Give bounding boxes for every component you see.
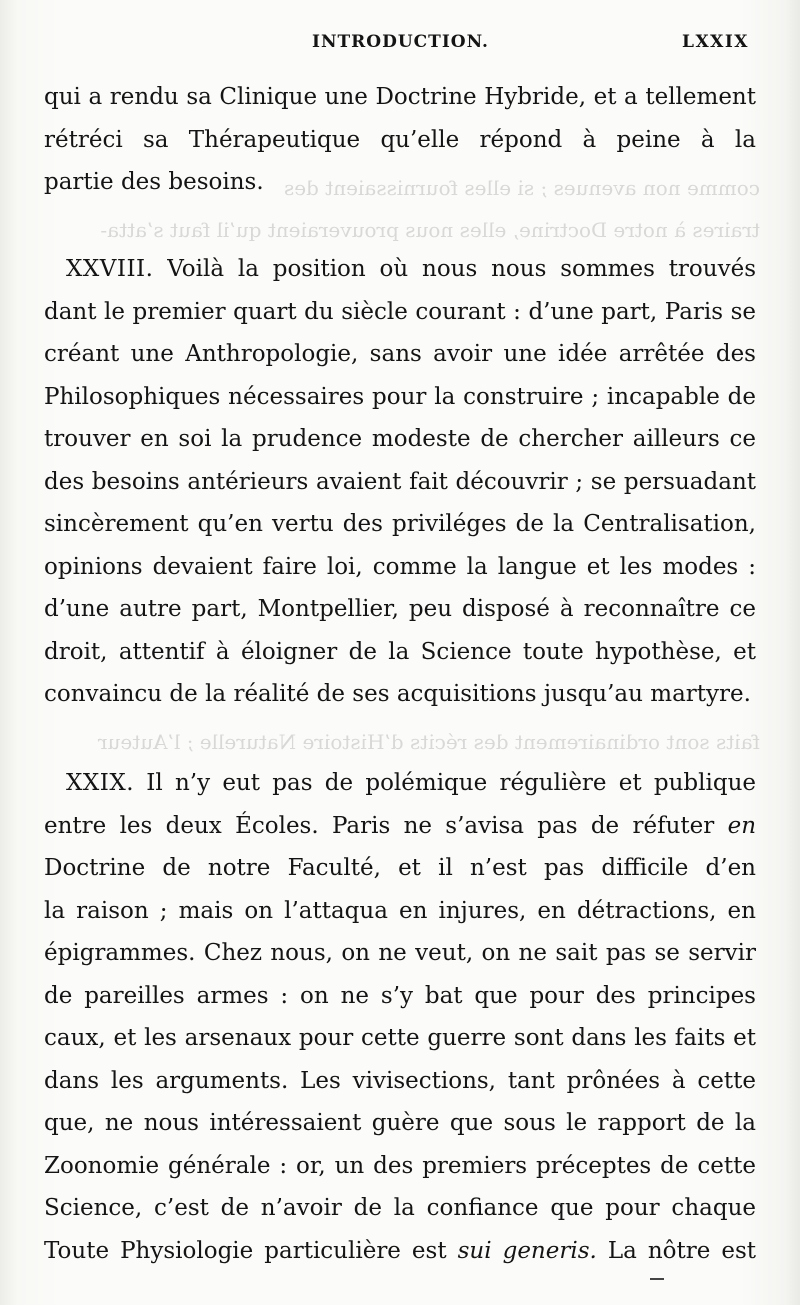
bleed-through-text: traires à notre Doctrine, elles nous prouveraient qu’il faut s’atta- [100, 218, 760, 242]
running-head [0, 32, 800, 58]
text-line [44, 1230, 756, 1273]
text-line: Philosophiques nécessaires pour la construire ; incapable de [44, 383, 756, 410]
italic-phrase: en [727, 812, 756, 839]
page-number: LXXIX [682, 32, 749, 52]
text-line: convaincu de la réalité de ses acquisitions jusqu’au martyre. [44, 681, 751, 707]
bleed-through-text: comme non avenues ; si elles fournissaient des [283, 176, 760, 200]
text-line: Science, c’est de n’avoir de la confiance que pour chaque [44, 1195, 756, 1221]
text-line: Zoonomie générale : or, un des premiers préceptes de cette [44, 1152, 756, 1179]
paragraph-continuation [44, 76, 756, 204]
text-line: caux, et les arsenaux pour cette guerre sont dans les faits et [44, 1025, 756, 1051]
bleed-through-text: faits sont ordinairement des récits d’Histoire Naturelle ; l’Auteur [97, 730, 760, 754]
text-line [44, 805, 756, 848]
print-mark [650, 1278, 664, 1280]
text-line-body: Voilà la position où nous nous sommes trouvés [167, 256, 756, 282]
text-line-body: Toute Physiologie particulière est [44, 1237, 447, 1264]
text-line: qui a rendu sa Clinique une Doctrine Hybride, et a tellement [44, 84, 756, 110]
text-line: épigrammes. Chez nous, on ne veut, on ne sait pas se servir [44, 940, 756, 966]
text-line: Doctrine de notre Faculté, et il n’est pas difficile d’en [44, 855, 756, 881]
text-line: rétréci sa Thérapeutique qu’elle répond à peine à la [44, 126, 756, 153]
paragraph-number: XXIX. [66, 770, 135, 796]
text-line: créant une Anthropologie, sans avoir une idée arrêtée des [44, 341, 756, 367]
text-line-body: Il n’y eut pas de polémique régulière et publique [146, 770, 756, 796]
text-line: dant le premier quart du siècle courant : d’une part, Paris se [44, 298, 756, 325]
text-line: sincèrement qu’en vertu des priviléges de la Centralisation, [44, 511, 756, 537]
text-line: opinions devaient faire loi, comme la langue et les modes : [44, 553, 756, 580]
text-line: de pareilles armes : on ne s’y bat que pour des principes [44, 982, 756, 1009]
paragraph-xxix [44, 762, 756, 1272]
text-line: dans les arguments. Les vivisections, tant prônées à cette [44, 1067, 756, 1094]
text-line [44, 762, 756, 805]
text-line-body: entre les deux Écoles. Paris ne s’avisa pas de réfuter [44, 812, 715, 839]
text-line: la raison ; mais on l’attaqua en injures, en détractions, en [44, 897, 756, 924]
paragraph-number: XXVIII. [66, 256, 154, 282]
text-line: partie des besoins. [44, 169, 264, 195]
text-line [44, 248, 756, 291]
text-line: droit, attentif à éloigner de la Science toute hypothèse, et [44, 638, 756, 665]
running-title: INTRODUCTION. [312, 32, 489, 52]
text-line: que, ne nous intéressaient guère que sous le rapport de la [44, 1110, 756, 1136]
paragraph-xxviii [44, 248, 756, 716]
text-line-tail: La nôtre est [607, 1237, 756, 1264]
text-line: des besoins antérieurs avaient fait découvrir ; se persuadant [44, 468, 756, 495]
text-line: trouver en soi la prudence modeste de chercher ailleurs ce [44, 426, 756, 452]
text-line: d’une autre part, Montpellier, peu disposé à reconnaître ce [44, 596, 756, 622]
italic-phrase: sui generis. [457, 1237, 597, 1264]
